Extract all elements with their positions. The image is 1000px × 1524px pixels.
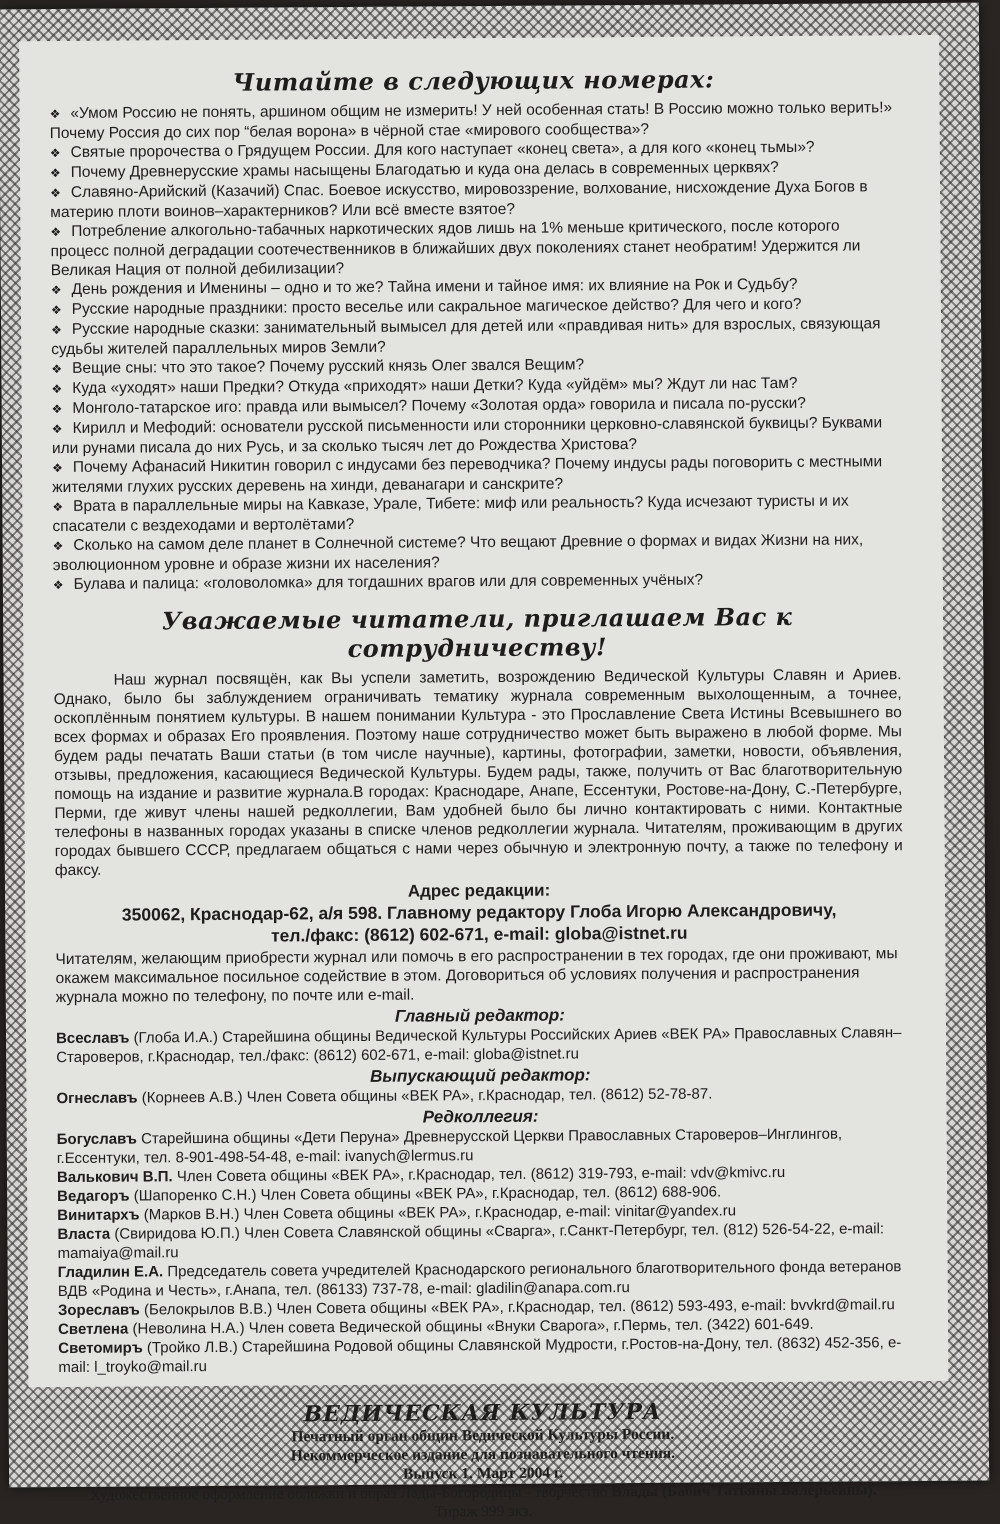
member-details: (Корнеев А.В.) Член Совета общины «ВЕК РА», г.Краснодар, тел. (8612) 52-78-87.	[137, 1085, 713, 1107]
member-name: Винитархъ	[57, 1206, 140, 1225]
list-item	[51, 314, 899, 359]
member-name: Власта	[57, 1225, 111, 1244]
bullet-icon: ❖	[49, 146, 61, 161]
member-details: Председатель совета учредителей Краснодарского регионального благотворительного фонда ветеранов ВДВ «Родина и Честь», г.Анапа, тел. (86133) 737-78, e-mail: gladilin@anapa.com.ru	[57, 1258, 902, 1301]
board-member	[57, 1124, 905, 1168]
list-item	[50, 216, 898, 280]
list-item-text: День рождения и Именины – одно и то же? Тайна имени и тайное имя: их влияние на Рок и Судьбу?	[71, 275, 798, 298]
bullet-icon: ❖	[51, 362, 63, 377]
list-item-text: Потребление алкогольно-табачных наркотических ядов лишь на 1% меньше критического, после которого процесс полной деградации соотечественников в ближайших двух поколениях станет необратим! Удержится ли Великая Нация от полной дебилизации?	[50, 217, 861, 280]
footer-line-5: Тираж 999 экз.	[434, 1502, 533, 1521]
list-item	[50, 177, 898, 222]
list-item-text: Куда «уходят» наши Предки? Откуда «приходят» наши Детки? Куда «уйдём» мы? Ждут ли нас Там?	[72, 374, 798, 397]
address-line: 350062, Краснодар-62, а/я 598. Главному редактору Глоба Игорю Александровичу,	[121, 899, 837, 925]
bullet-icon: ❖	[51, 382, 63, 397]
section-title-next-issues: Читайте в следующих номерах:	[232, 64, 715, 97]
list-item	[52, 413, 900, 458]
address-heading: Адрес редакции:	[407, 880, 551, 901]
credits-text: Художественное оформление обложки и образ Лады-Богородицы - творчество	[89, 1483, 612, 1504]
bullet-icon: ❖	[49, 107, 61, 122]
board-heading: Редколлегия:	[422, 1106, 539, 1127]
member-name: Огнеславъ	[56, 1089, 138, 1108]
bullet-icon: ❖	[52, 578, 64, 593]
board-member	[57, 1219, 905, 1263]
member-details: (Белокрылов В.В.) Член Совета общины «ВЕК РА», г.Краснодар, тел. (8612) 593-493, e-mail: bvvkrd@mail.ru	[139, 1296, 895, 1319]
bullet-icon: ❖	[50, 303, 62, 318]
footer-line-2: Некоммерческое издание для познавательного чтения.	[290, 1444, 676, 1465]
bullet-icon: ❖	[51, 402, 63, 417]
issuing-editor-heading: Выпускающий редактор:	[370, 1065, 591, 1086]
list-item-text: «Умом Россию не понять, аршином общим не измерить! У ней особенная стать! В Россию можно только верить!» Почему Россия до сих пор “белая ворона» в чёрной стае «мирового сообщества»?	[49, 99, 893, 143]
artist-name: Влады (Бабич Татьяны Валерьевны).	[611, 1481, 877, 1501]
list-item	[53, 530, 901, 575]
bullet-icon: ❖	[50, 186, 61, 201]
member-name: Всеславъ	[55, 1029, 130, 1048]
member-details: (Свиридова Ю.П.) Член Совета Славянской общины «Сварга», г.Санкт-Петербург, тел. (812) 526-54-22, e-mail: mamaiya@mail.ru	[57, 1220, 885, 1263]
member-details: (Шапоренко С.Н.) Член Совета общины «ВЕК РА», г.Краснодар, тел. (8612) 688-906.	[129, 1183, 722, 1205]
bullet-icon: ❖	[51, 323, 62, 338]
member-details: Член Совета общины «ВЕК РА», г.Краснодар, тел. (8612) 319-793, e-mail: vdv@kmivc.ru	[172, 1163, 786, 1186]
member-name: Зореславъ	[57, 1301, 140, 1320]
member-details: Старейшина общины «Дети Перуна» Древнерусской Церкви Православных Староверов–Инглингов, г.Ессентуки, тел. 8-901-498-54-48, e-mail: ivanych@lermus.ru	[56, 1125, 843, 1168]
cooperation-paragraph: Наш журнал посвящён, как Вы успели заметить, возрождению Ведической Культуры Славян и Ариев. Однако, было бы заблуждением ограничивать тематику журнала современным выхолощенным, а точнее, оскоплённым понятием культуры. В нашем понимании Культура - это Прославление Света Истины Всевышнего во всех формах и образах Его проявления. Поэтому наше сотрудничество может быть выражено в любой форме. Мы будем рады печатать Ваши статьи (в том числе научные), картины, фотографии, заметки, новости, объявления, отзывы, предложения, касающиеся Ведической Культуры. Будем рады, также, получить от Вас благотворительную помощь на издание и развитие журнала.В городах: Краснодаре, Анапе, Ессентуки, Ростове-на-Дону, С.-Петербурге, Перми, где живут члены нашей редколлегии, Вам удобней было бы лично контактировать с ними. Контактные телефоны в названных городах указаны в списке членов редколлегии журнала. Читателям, проживающим в других городах бывшего СССР, предлагаем общаться с нами через обычную и электронную почту, а также по телефону и факсу.	[53, 666, 903, 880]
footer-line-1: Печатный орган общин Ведической Культуры России.	[291, 1425, 675, 1446]
board-member	[58, 1257, 906, 1301]
section-title-cooperation: Уважаемые читатели, приглашаем Вас к сотрудничеству!	[161, 601, 793, 664]
list-item-text: Почему Древнерусские храмы насыщены Благодатью и куда она делась в современных церквях?	[70, 158, 779, 181]
member-name: Светомиръ	[58, 1339, 143, 1358]
journal-title: ВЕДИЧЕСКАЯ КУЛЬТУРА	[303, 1398, 662, 1428]
bullet-icon: ❖	[50, 225, 62, 240]
list-item	[52, 452, 900, 497]
list-item-text: Кирилл и Мефодий: основатели русской письменности или сторонники церковно-славянской буквицы? Буквами или рунами писала до них Русь, и за сколько тысяч лет до Рождества Христова?	[51, 414, 883, 458]
list-item-text: Почему Афанасий Никитин говорил с индусами без переводчика? Почему индусы рады поговорить с местными жителями глухих русских деревень на хинди, деванагари и санскрите?	[52, 453, 883, 497]
list-item-text: Русские народные праздники: просто веселье или сакральное магическое действо? Для чего и кого?	[71, 295, 802, 318]
bullet-icon: ❖	[52, 500, 64, 515]
member-name: Ведагоръ	[57, 1187, 130, 1206]
board-member	[58, 1333, 906, 1377]
next-issues-list	[50, 98, 901, 595]
member-name: Светлена	[58, 1320, 129, 1339]
list-item-text: Вещие сны: что это такое? Почему русский князь Олег звался Вещим?	[72, 356, 585, 377]
bullet-icon: ❖	[52, 539, 64, 554]
bullet-icon: ❖	[51, 422, 63, 437]
chief-editor-entry	[56, 1023, 904, 1067]
list-item-text: Русские народные сказки: занимательный вымысел для детей или «правдивая нить» для взрослых, связующая судьбы жителей параллельных миров Земли?	[51, 315, 881, 359]
member-name: Валькович В.П.	[56, 1168, 173, 1187]
list-item-text: Сколько на самом деле планет в Солнечной системе? Что вещают Древние о формах и видах Жизни на них, эволюционном уровне и образе жизни их населения?	[52, 531, 864, 575]
text-panel	[19, 35, 948, 1521]
list-item-text: Булава и палица: «головоломка» для тогдашних врагов или для современных учёных?	[73, 571, 704, 593]
member-name: Богуславъ	[56, 1130, 137, 1149]
contact-line: тел./факс: (8612) 602-671, e-mail: globa@istnet.ru	[270, 922, 688, 946]
list-item-text: Монголо-татарское иго: правда или вымысел? Почему «Золотая орда» говорила и писала по-русски?	[72, 394, 806, 417]
distribution-paragraph: Читателям, желающим приобрести журнал или помочь в его распространении в тех городах, где они проживают, мы окажем максимальное посильное содействие в этом. Договориться об условиях получения и распространения журнала можно по телефону, по почте или e-mail.	[55, 945, 898, 1007]
member-details: (Глоба И.А.) Старейшина общины Ведической Культуры Российских Ариев «ВЕК РА» Православных Славян–Староверов, г.Краснодар, тел./факс: (8612) 602-671, e-mail: globa@istnet.ru	[56, 1024, 902, 1067]
bullet-icon: ❖	[49, 166, 61, 181]
list-item-text: Славяно-Арийский (Казачий) Спас. Боевое искусство, мировоззрение, волхование, нисхождение Духа Богов в материю плоти воинов–характерников? Или всё вместе взятое?	[50, 178, 868, 222]
member-details: (Тройко Л.В.) Старейшина Родовой общины Славянской Мудрости, г.Ростов-на-Дону, тел. (8632) 452-356, e-mail: l_troyko@mail.ru	[58, 1334, 902, 1377]
footer-line-3: Выпуск 1. Март 2004 г.	[402, 1464, 564, 1483]
list-item-text: Врата в параллельные миры на Кавказе, Урале, Тибете: миф или реальность? Куда исчезают туристы и их спасатели с вездеходами и вертолётами?	[52, 492, 849, 536]
list-item	[50, 98, 898, 143]
member-details: (Марков В.Н.) Член Совета общины «ВЕК РА», г.Краснодар, e-mail: vinitar@yandex.ru	[139, 1202, 737, 1224]
list-item-text: Святые пророчества о Грядущем России. Для кого наступает «конец света», а для кого «конец тьмы»?	[70, 138, 815, 161]
member-details: (Неволина Н.А.) Член совета Ведической общины «Внуки Сварога», г.Пермь, тел. (3422) 601-649.	[128, 1315, 814, 1338]
printed-page	[0, 3, 989, 1521]
chief-editor-heading: Главный редактор:	[394, 1005, 565, 1026]
bullet-icon: ❖	[52, 461, 63, 476]
member-name: Гладилин Е.А.	[57, 1263, 164, 1282]
bullet-icon: ❖	[50, 283, 62, 298]
board-list	[57, 1124, 907, 1377]
list-item	[52, 491, 900, 536]
